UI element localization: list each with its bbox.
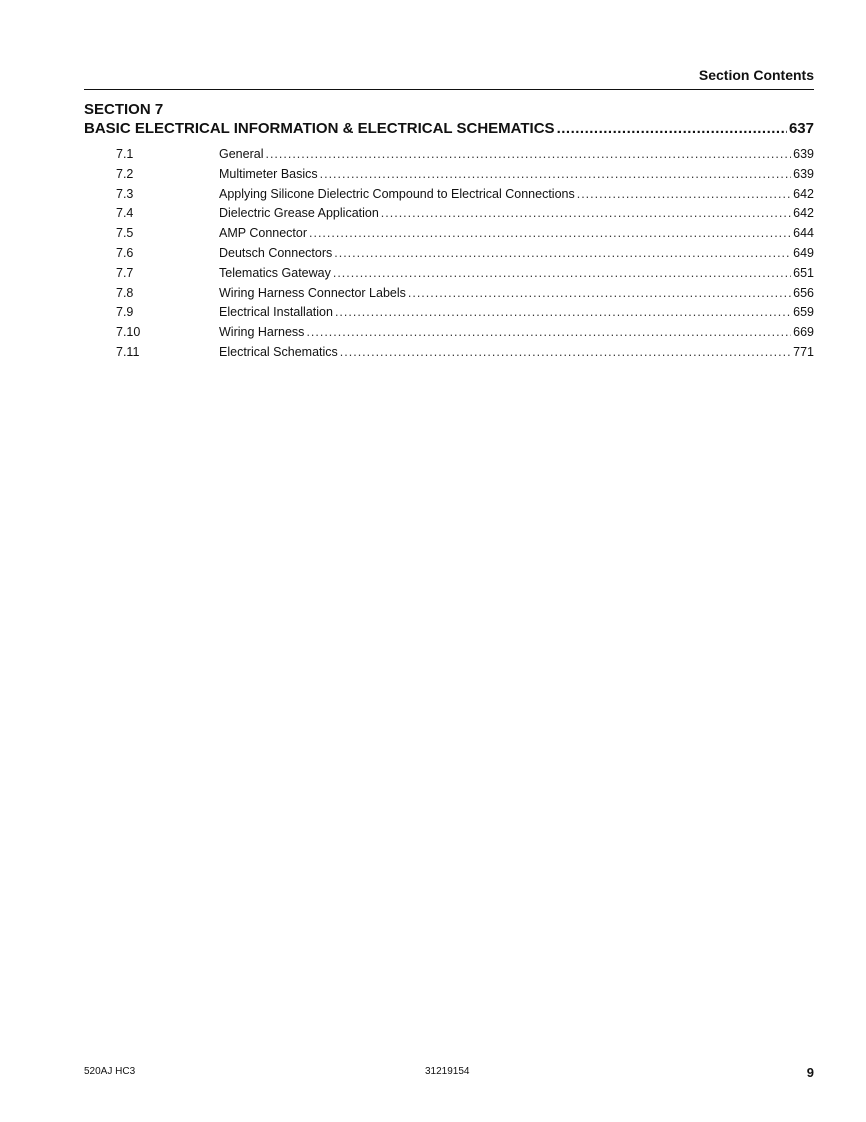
- toc-row[interactable]: [84, 165, 814, 185]
- toc-page-number: 771: [793, 344, 814, 359]
- leader-dots: [334, 246, 791, 260]
- toc-title: Applying Silicone Dielectric Compound to Electrical Connections: [219, 186, 575, 201]
- toc-entry: [219, 206, 814, 220]
- toc-entry: [219, 286, 814, 300]
- toc-title: Wiring Harness Connector Labels: [219, 285, 406, 300]
- header-rule: [84, 89, 814, 90]
- toc-row[interactable]: [84, 343, 814, 363]
- section-page-number: 637: [788, 120, 814, 137]
- toc-row[interactable]: [84, 323, 814, 343]
- toc-number: 7.11: [116, 344, 140, 359]
- footer-page-number: 9: [806, 1065, 814, 1080]
- toc-row[interactable]: [84, 224, 814, 244]
- toc-title: Wiring Harness: [219, 325, 305, 340]
- toc-page-number: 659: [793, 305, 814, 320]
- toc-row[interactable]: [84, 145, 814, 165]
- footer-model: 520AJ HC3: [84, 1066, 136, 1077]
- toc-page-number: 649: [793, 245, 814, 260]
- leader-dots: [340, 345, 791, 359]
- toc-row[interactable]: [84, 284, 814, 304]
- toc-title: General: [219, 147, 264, 161]
- toc-title: Multimeter Basics: [219, 166, 318, 181]
- toc-title: AMP Connector: [219, 226, 308, 241]
- leader-dots: [577, 187, 791, 201]
- toc-page-number: 639: [793, 166, 814, 181]
- leader-dots: [557, 120, 787, 137]
- toc-title: Dielectric Grease Application: [219, 206, 379, 221]
- toc-list: [84, 145, 814, 363]
- toc-number: 7.4: [116, 206, 134, 221]
- toc-page-number: 656: [793, 285, 814, 300]
- toc-entry: [219, 345, 814, 359]
- toc-number: 7.5: [116, 226, 134, 241]
- toc-row[interactable]: [84, 264, 814, 284]
- leader-dots: [309, 226, 791, 240]
- toc-entry: [219, 147, 814, 161]
- footer-part-number: 31219154: [425, 1066, 470, 1077]
- toc-number: 7.3: [116, 186, 134, 201]
- leader-dots: [381, 206, 791, 220]
- toc-number: 7.7: [116, 265, 134, 280]
- toc-entry: [219, 226, 814, 240]
- toc-row[interactable]: [84, 244, 814, 264]
- leader-dots: [320, 167, 792, 181]
- toc-page-number: 651: [793, 265, 814, 280]
- toc-row[interactable]: [84, 185, 814, 205]
- toc-row[interactable]: [84, 204, 814, 224]
- toc-page-number: 639: [793, 147, 814, 161]
- toc-entry: [219, 187, 814, 201]
- toc-page-number: 642: [793, 206, 814, 221]
- toc-page-number: 642: [793, 186, 814, 201]
- toc-number: 7.6: [116, 245, 134, 260]
- toc-number: 7.10: [116, 325, 141, 340]
- leader-dots: [306, 325, 791, 339]
- toc-title: Electrical Schematics: [219, 344, 338, 359]
- toc-entry: [219, 266, 814, 280]
- section-label: SECTION 7: [84, 101, 164, 118]
- leader-dots: [408, 286, 791, 300]
- toc-page-number: 644: [793, 226, 814, 241]
- toc-title: Telematics Gateway: [219, 265, 331, 280]
- toc-title: Electrical Installation: [219, 305, 333, 320]
- toc-entry: [219, 167, 814, 181]
- toc-row[interactable]: [84, 303, 814, 323]
- section-title: BASIC ELECTRICAL INFORMATION & ELECTRICAL SCHEMATICS: [84, 120, 555, 137]
- section-title-row[interactable]: [84, 120, 814, 137]
- toc-title: Deutsch Connectors: [219, 245, 333, 260]
- toc-entry: [219, 325, 814, 339]
- toc-number: 7.2: [116, 166, 134, 181]
- toc-number: 7.9: [116, 305, 134, 320]
- toc-number: 7.8: [116, 285, 134, 300]
- toc-entry: [219, 246, 814, 260]
- leader-dots: [335, 305, 791, 319]
- page-header-title: Section Contents: [698, 67, 814, 83]
- toc-page-number: 669: [793, 325, 814, 340]
- toc-number: 7.1: [116, 147, 134, 161]
- leader-dots: [265, 147, 791, 161]
- toc-entry: [219, 305, 814, 319]
- leader-dots: [333, 266, 791, 280]
